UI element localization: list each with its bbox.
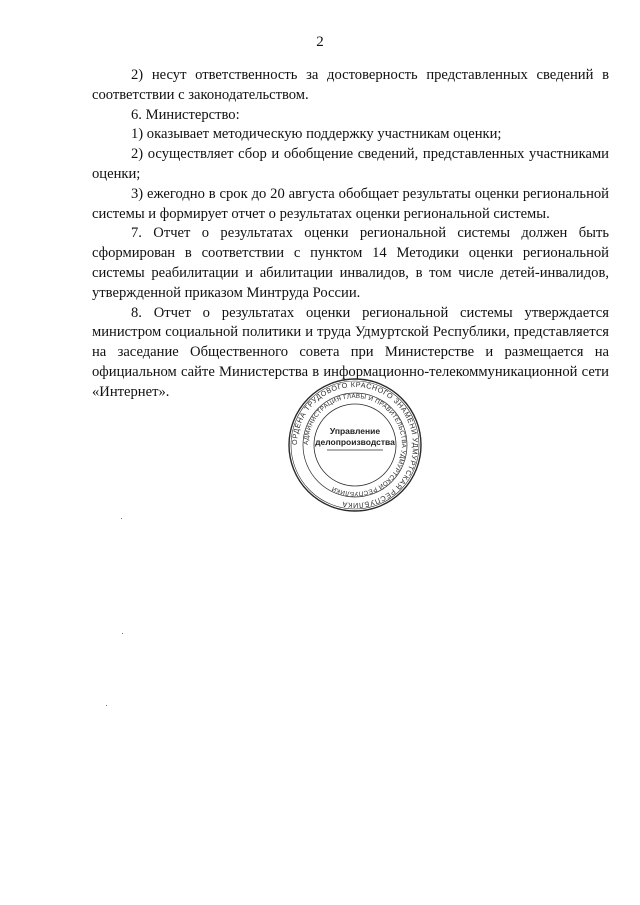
seal-center-label-line-2: делопроизводства (315, 437, 395, 447)
paragraph-section-7: 7. Отчет о результатах оценки региональной системы должен быть сформирован в соответствии с пунктом 14 Методики оценки региональной системы реабилитации и абилитации инвалидов, в том числе детей-инвалидов, утвержденной приказом Минтруда России. (92, 225, 609, 301)
scan-speck (106, 705, 107, 706)
paragraph-item-5-2: 2) несут ответственность за достоверность представленных сведений в соответствии с законодательством. (92, 67, 609, 103)
seal-outer-ring-text: ОРДЕНА ТРУДОВОГО КРАСНОГО ЗНАМЕНИ УДМУРТСКАЯ РЕСПУБЛИКА (289, 379, 421, 511)
seal-center-label-line-1: Управление (329, 426, 381, 436)
page-number: 2 (316, 34, 324, 50)
paragraph-item-6-1: 1) оказывает методическую поддержку участникам оценки; (131, 126, 502, 143)
document-body (92, 66, 609, 403)
paragraph-section-8: 8. Отчет о результатах оценки региональной системы утверждается министром социальной политики и труда Удмуртской Республики, представляется на заседание Общественного совета при Министерстве и размещается на официальном сайте Министерства в информационно-телекоммуникационной сети «Интернет». (92, 304, 609, 400)
paragraph-item-6-2: 2) осуществляет сбор и обобщение сведений, представленных участниками оценки; (92, 146, 609, 182)
paragraph-section-6: 6. Министерство: (131, 106, 240, 123)
scan-speck (121, 518, 122, 519)
seal-inner-ring-text: АДМИНИСТРАЦИЯ ГЛАВЫ И ПРАВИТЕЛЬСТВА УДМУРТСКОЙ РЕСПУБЛИКИ (302, 392, 408, 498)
scan-speck (122, 633, 123, 634)
paragraph-item-6-3: 3) ежегодно в срок до 20 августа обобщает результаты оценки региональной системы и формирует отчет о результатах оценки региональной системы. (92, 185, 609, 222)
